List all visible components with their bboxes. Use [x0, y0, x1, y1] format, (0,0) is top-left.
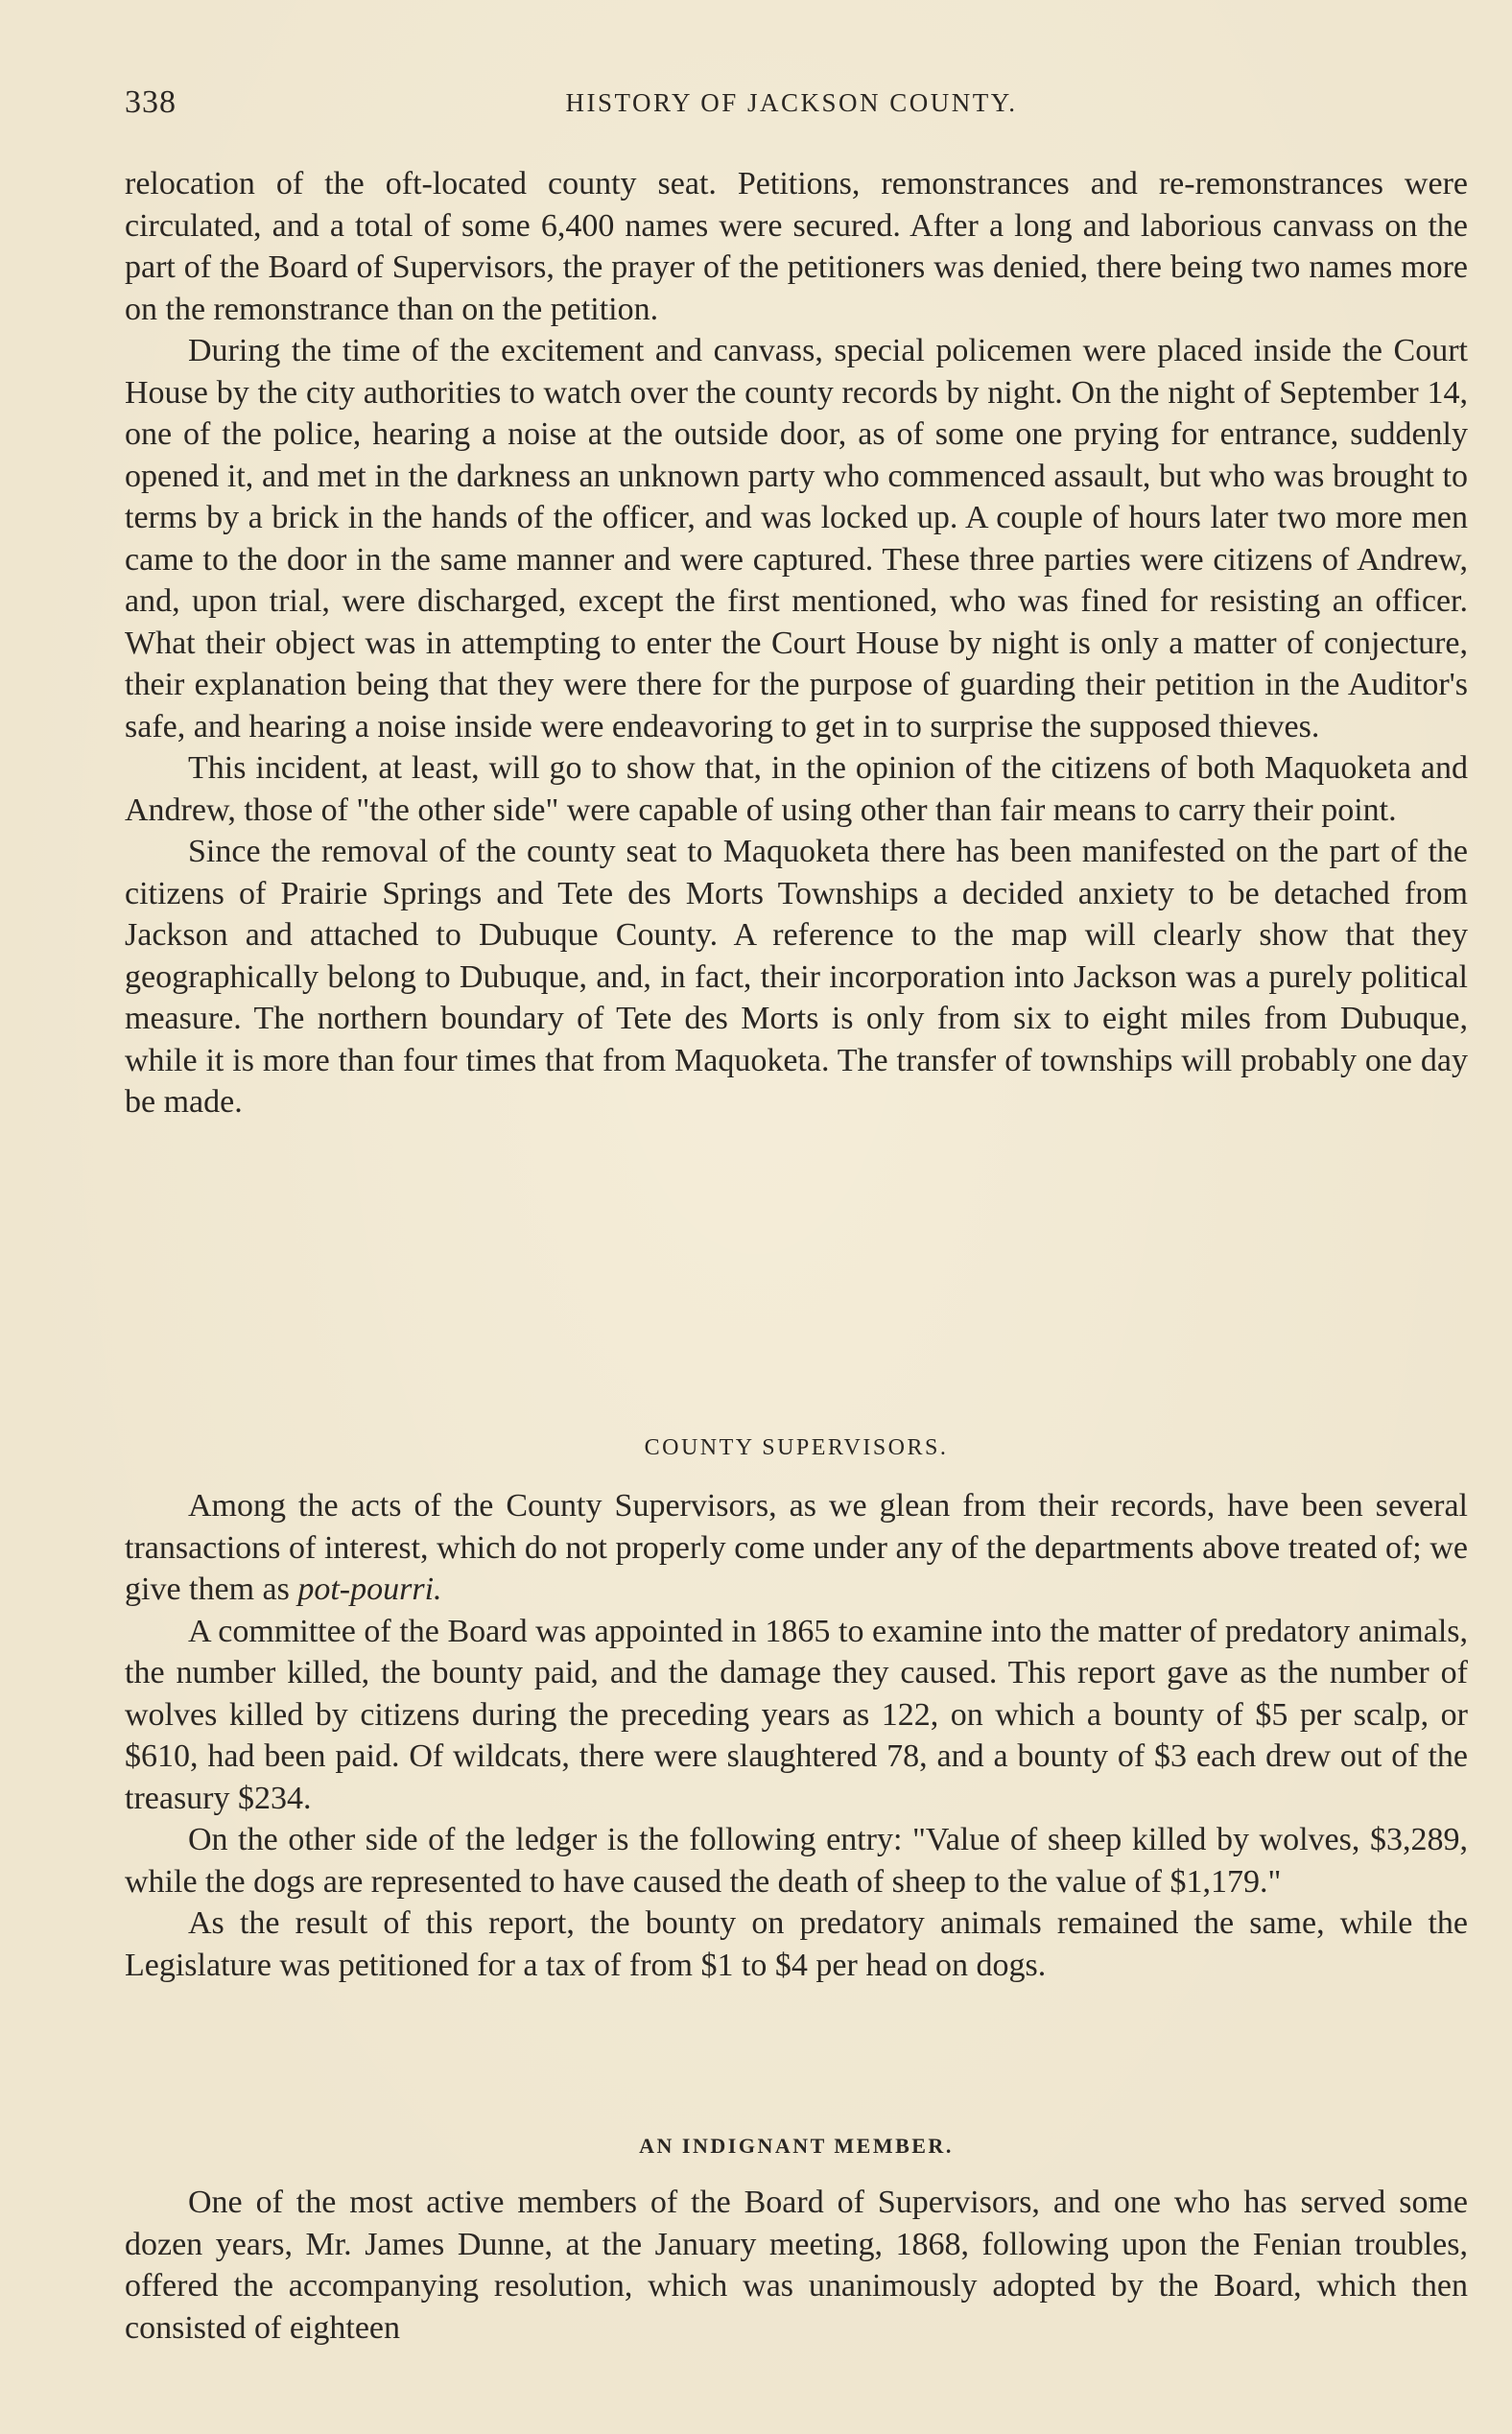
- paragraph: On the other side of the ledger is the following entry: "Value of sheep killed by wolves, $3,289, while the dogs are represented to have caused the death of sheep to the value of $1,179.": [125, 1822, 1468, 1900]
- paragraph: This incident, at least, will go to show that, in the opinion of the citizens of both Maquoketa and Andrew, those of "the other side" were capable of using other than fair means to carry their point.: [125, 750, 1468, 828]
- paragraph: As the result of this report, the bounty on predatory animals remained the same, while the Legislature was petitioned for a tax of from $1 to $4 per head on dogs.: [125, 1905, 1468, 1983]
- paragraph: relocation of the oft-located county seat. Petitions, remonstrances and re-remonstrances were circulated, and a total of some 6,400 names were secured. After a long and laborious canvass on the part of the Board of Supervisors, the prayer of the petitioners was denied, there being two names more on the remonstrance than on the petition.: [125, 166, 1468, 327]
- body-text-county-supervisors: [125, 1485, 1468, 1986]
- page-number: 338: [125, 84, 177, 120]
- paragraph-text: Among the acts of the County Supervisors, as we glean from their records, have been several transactions of interest, which do not properly come under any of the departments above treated of; we give them as: [125, 1488, 1468, 1607]
- body-text-indignant-member: [125, 2182, 1468, 2349]
- running-title: HISTORY OF JACKSON COUNTY.: [565, 88, 1018, 117]
- section-heading: AN INDIGNANT MEMBER.: [639, 2134, 954, 2158]
- paragraph: One of the most active members of the Board of Supervisors, and one who has served some dozen years, Mr. James Dunne, at the January meeting, 1868, following upon the Fenian troubles, offered the accompanying resolution, which was unanimously adopted by the Board, which then consisted of eighteen: [125, 2185, 1468, 2346]
- section-heading: COUNTY SUPERVISORS.: [644, 1435, 949, 1460]
- paragraph: Since the removal of the county seat to Maquoketa there has been manifested on the part of the citizens of Prairie Springs and Tete des Morts Townships a decided anxiety to be detached from Jackson and attached to Dubuque County. A reference to the map will clearly show that they geographically belong to Dubuque, and, in fact, their incorporation into Jackson was a purely political measure. The northern boundary of Tete des Morts is only from six to eight miles from Dubuque, while it is more than four times that from Maquoketa. The transfer of townships will probably one day be made.: [125, 834, 1468, 1120]
- paragraph: During the time of the excitement and canvass, special policemen were placed inside the Court House by the city authorities to watch over the county records by night. On the night of September 14, one of the police, hearing a noise at the outside door, as of some one prying for entrance, suddenly opened it, and met in the darkness an unknown party who commenced assault, but who was brought to terms by a brick in the hands of the officer, and was locked up. A couple of hours later two more men came to the door in the same manner and were captured. These three parties were citizens of Andrew, and, upon trial, were discharged, except the first mentioned, who was fined for resisting an officer. What their object was in attempting to enter the Court House by night is only a matter of conjecture, their explanation being that they were there for the purpose of guarding their petition in the Auditor's safe, and hearing a noise inside were endeavoring to get in to surprise the supposed thieves.: [125, 333, 1468, 744]
- paragraph: [125, 1485, 1468, 1611]
- italic-phrase: pot-pourri.: [297, 1571, 442, 1607]
- paragraph: A committee of the Board was appointed in 1865 to examine into the matter of predatory animals, the number killed, the bounty paid, and the damage they caused. This report gave as the number of wolves killed by citizens during the preceding years as 122, on which a bounty of $5 per scalp, or $610, had been paid. Of wildcats, there were slaughtered 78, and a bounty of $3 each drew out of the treasury $234.: [125, 1613, 1468, 1816]
- running-head: [125, 84, 1458, 123]
- body-text-top: [125, 163, 1468, 1123]
